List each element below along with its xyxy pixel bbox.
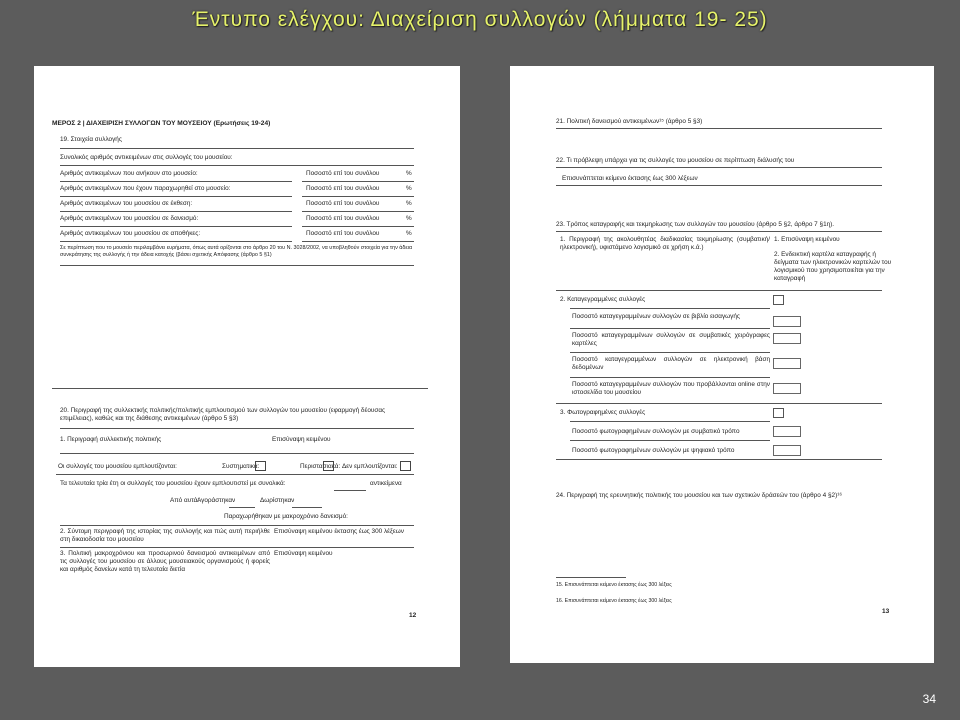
- opt-occasional-label: Περιστασιακά:: [300, 463, 341, 470]
- q20-item2: 2. Σύντομη περιγραφή της ιστορίας της συλλογής και πώς αυτή περιήλθε στη δικαιοδοσία του μουσείου: [60, 528, 270, 543]
- form-page-12: [34, 66, 460, 667]
- objects-count-field[interactable]: [334, 490, 366, 491]
- opt-systematic-label: Συστηματικά:: [222, 463, 260, 470]
- section-heading: ΜΕΡΟΣ 2 | ΔΙΑΧΕΙΡΙΣΗ ΣΥΛΛΟΓΩΝ ΤΟΥ ΜΟΥΣΕΙΟΥ (Ερωτήσεις 19-24): [52, 120, 271, 127]
- q23-item1-opt2: 2. Ενδεικτική καρτέλα καταγραφής ή δείγματα των ηλεκτρονικών καρτελών του λογισμικού που χρησιμοποιείται για την καταγραφή: [774, 251, 892, 282]
- objects-unit: αντικείμενα: [370, 480, 402, 487]
- divider: [570, 421, 770, 422]
- recorded-row-label: Ποσοστό καταγεγραμμένων συλλογών σε συμβατικές χειρόγραφες καρτέλες: [572, 332, 770, 347]
- recorded-row-label: Ποσοστό καταγεγραμμένων συλλογών σε ηλεκτρονική βάση δεδομένων: [572, 356, 770, 371]
- answer-line[interactable]: [302, 241, 414, 242]
- form-page-13: [510, 66, 934, 663]
- divider: [556, 231, 882, 232]
- page-number: 12: [409, 612, 417, 619]
- q19-row-pct: Ποσοστό επί του συνόλου: [306, 170, 380, 177]
- photographed-collections-checkbox[interactable]: [773, 408, 784, 418]
- q19-row-pct: Ποσοστό επί του συνόλου: [306, 200, 380, 207]
- last3-label: Τα τελευταία τρία έτη οι συλλογές του μουσείου έχουν εμπλουτιστεί με συνολικά:: [60, 480, 286, 487]
- divider: [570, 352, 770, 353]
- divider: [556, 185, 882, 186]
- systematic-checkbox[interactable]: [255, 461, 266, 471]
- divider: [556, 403, 882, 404]
- divider: [60, 525, 414, 526]
- q20-item1-attach: Επισύναψη κειμένου: [272, 436, 331, 443]
- divider: [60, 265, 414, 266]
- q19-row-label: Αριθμός αντικειμένων του μουσείου σε δανεισμό:: [60, 215, 199, 222]
- divider: [60, 547, 414, 548]
- q20-item3-attach: Επισύναψη κειμένου: [274, 550, 333, 557]
- divider: [60, 453, 414, 454]
- q23-item1: 1. Περιγραφή της ακολουθητέας διαδικασίας τεκμηρίωσης (συμβατική/ηλεκτρονική), υφιστάμενο λογισμικό σε χρήση κ.ά.): [560, 236, 770, 251]
- divider: [556, 128, 882, 129]
- percentage-field[interactable]: [773, 383, 801, 394]
- q20-title: 20. Περιγραφή της συλλεκτικής πολιτικής/πολιτικής εμπλουτισμού των συλλογών του μουσείου (εφαρμογή δέουσας επιμέλειας), καθώς και της διάθεσης αντικειμένων (άρθρο 5 §3): [60, 407, 386, 422]
- answer-line[interactable]: [302, 226, 414, 227]
- none-checkbox[interactable]: [400, 461, 411, 471]
- divider: [556, 459, 882, 460]
- photographed-row-label: Ποσοστό φωτογραφημένων συλλογών με ψηφιακό τρόπο: [572, 447, 735, 454]
- enrich-label: Οι συλλογές του μουσείου εμπλουτίζονται:: [58, 463, 177, 470]
- divider: [556, 167, 882, 168]
- answer-line[interactable]: [60, 211, 292, 212]
- recorded-row-label: Ποσοστό καταγεγραμμένων συλλογών σε βιβλίο εισαγωγής: [572, 313, 740, 320]
- long-loan-label: Παραχωρήθηκαν με μακροχρόνιο δανεισμό:: [224, 513, 348, 520]
- q19-total-label: Συνολικός αριθμός αντικειμένων στις συλλογές του μουσείου:: [60, 154, 233, 161]
- from-these-label: Από αυτά:: [170, 497, 200, 504]
- q21: 21. Πολιτική δανεισμού αντικειμένων¹⁵ (άρθρο 5 §3): [556, 118, 703, 125]
- occasional-checkbox[interactable]: [323, 461, 334, 471]
- answer-line[interactable]: [302, 211, 414, 212]
- photographed-row-label: Ποσοστό φωτογραφημένων συλλογών με συμβατικό τρόπο: [572, 428, 740, 435]
- divider: [56, 474, 414, 475]
- donated-field[interactable]: [292, 507, 322, 508]
- q19-row-unit: %: [406, 215, 412, 222]
- q19-row-pct: Ποσοστό επί του συνόλου: [306, 215, 380, 222]
- q24: 24. Περιγραφή της ερευνητικής πολιτικής του μουσείου και των σχετικών δράσεών του (άρθρο 4 §2)¹⁶: [556, 492, 842, 499]
- q19-row-pct: Ποσοστό επί του συνόλου: [306, 185, 380, 192]
- slide-title: Έντυπο ελέγχου: Διαχείριση συλλογών (λήμματα 19- 25): [192, 8, 768, 31]
- q19-row-pct: Ποσοστό επί του συνόλου: [306, 230, 380, 237]
- percentage-field[interactable]: [773, 445, 801, 456]
- percentage-field[interactable]: [773, 426, 801, 437]
- footnote-16: 16. Επισυνάπτεται κείμενο έκτασης έως 300 λέξεις: [556, 598, 672, 604]
- footnote-15: 15. Επισυνάπτεται κείμενο έκτασης έως 300 λέξεις: [556, 582, 672, 588]
- q19-row-label: Αριθμός αντικειμένων του μουσείου σε αποθήκες:: [60, 230, 201, 237]
- q19-row-unit: %: [406, 230, 412, 237]
- q20-item2-attach: Επισύναψη κειμένου έκτασης έως 300 λέξεων: [274, 528, 404, 535]
- divider: [570, 308, 770, 309]
- answer-line[interactable]: [60, 226, 292, 227]
- q20-item3: 3. Πολιτική μακροχρόνιου και προσωρινού δανεισμού αντικειμένων από τις συλλογές του μουσείου σε άλλους μουσειακούς οργανισμούς ή φορείς και αριθμός δανείων κατά τη τελευταία διετία: [60, 550, 270, 573]
- percentage-field[interactable]: [773, 358, 801, 369]
- page-number: 13: [882, 608, 890, 615]
- q19-title: 19. Στοιχεία συλλογής: [60, 136, 122, 143]
- q20-item1: 1. Περιγραφή συλλεκτικής πολιτικής: [60, 436, 162, 443]
- answer-line[interactable]: [60, 196, 292, 197]
- divider: [570, 440, 770, 441]
- q23-item1-opt1: 1. Επισύναψη κειμένου: [774, 236, 840, 243]
- q19-note: Σε περίπτωση που το μουσείο περιλαμβάνει ευρήματα, όπως αυτά ορίζονται στο άρθρο 20 του Ν. 3028/2002, να υποβληθούν στοιχεία για την άδεια συνκράτησης της συλλογής ή την άδεια κατοχής (βάσει σχετικής Απόφασης (άρθρο 5 §1): [60, 245, 413, 259]
- q22-attach: Επισυνάπτεται κείμενο έκτασης έως 300 λέξεων: [562, 175, 698, 182]
- answer-line[interactable]: [302, 196, 414, 197]
- bought-label: Αγοράστηκαν: [197, 497, 236, 504]
- q19-row-unit: %: [406, 170, 412, 177]
- q22: 22. Τι πρόβλεψη υπάρχει για τις συλλογές του μουσείου σε περίπτωση διάλυσής του: [556, 157, 795, 164]
- q23-item2: 2. Καταγεγραμμένες συλλογές: [560, 296, 646, 303]
- divider: [556, 290, 882, 291]
- answer-line[interactable]: [60, 241, 292, 242]
- divider: [570, 377, 770, 378]
- q19-row-label: Αριθμός αντικειμένων του μουσείου σε έκθεση:: [60, 200, 193, 207]
- slide-number: 34: [922, 692, 936, 706]
- footnote-separator: [556, 577, 626, 578]
- q19-row-label: Αριθμός αντικειμένων που έχουν παραχωρηθεί στο μουσείο:: [60, 185, 231, 192]
- divider: [60, 148, 414, 149]
- q23: 23. Τρόπος καταγραφής και τεκμηρίωσης των συλλογών του μουσείου (άρθρο 5 §2, άρθρο 7 §1η).: [556, 221, 835, 228]
- percentage-field[interactable]: [773, 333, 801, 344]
- answer-line[interactable]: [302, 181, 414, 182]
- divider: [60, 165, 414, 166]
- q19-row-unit: %: [406, 200, 412, 207]
- divider: [60, 428, 414, 429]
- recorded-row-label: Ποσοστό καταγεγραμμένων συλλογών που προβάλλονται online στην ιστοσελίδα του μουσείου: [572, 381, 770, 396]
- q23-item3: 3. Φωτογραφημένες συλλογές: [560, 409, 646, 416]
- q19-row-label: Αριθμός αντικειμένων που ανήκουν στο μουσείο:: [60, 170, 198, 177]
- section-divider: [52, 388, 428, 389]
- divider: [570, 328, 770, 329]
- donated-label: Δωρίστηκαν: [260, 497, 295, 504]
- answer-line[interactable]: [60, 181, 292, 182]
- q19-row-unit: %: [406, 185, 412, 192]
- percentage-field[interactable]: [773, 316, 801, 327]
- recorded-collections-checkbox[interactable]: [773, 295, 784, 305]
- opt-none-label: Δεν εμπλουτίζονται:: [342, 463, 398, 470]
- bought-field[interactable]: [229, 507, 255, 508]
